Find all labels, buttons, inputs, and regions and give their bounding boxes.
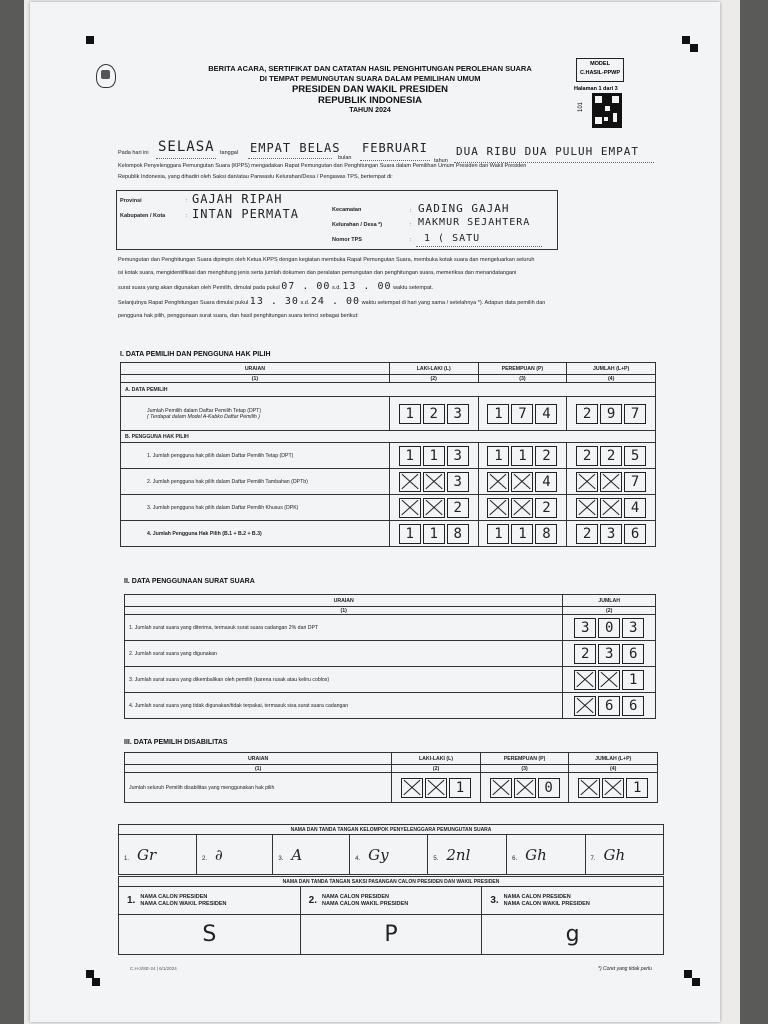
dpt-j-cell bbox=[567, 397, 656, 431]
b-row-cell bbox=[478, 495, 567, 521]
digit-box: 1 bbox=[423, 524, 445, 544]
digit-boxes bbox=[571, 524, 651, 544]
year-label: tahun bbox=[434, 158, 448, 164]
counting-end-time: 24 . 00 bbox=[310, 296, 361, 307]
kabupaten-value: INTAN PERMATA bbox=[192, 207, 299, 221]
b-row-cell bbox=[478, 443, 567, 469]
col-jumlah-2: JUMLAH bbox=[563, 595, 656, 607]
digit-box: 0 bbox=[538, 778, 560, 798]
digit-box bbox=[600, 472, 622, 492]
col-num-2-1: (1) bbox=[125, 607, 563, 615]
digit-box: 1 bbox=[487, 446, 509, 466]
b-row-cell bbox=[567, 443, 656, 469]
digit-box: 6 bbox=[624, 524, 646, 544]
tps-value: 1 ( SATU bbox=[424, 233, 481, 244]
kpps-signature: Gy bbox=[368, 845, 389, 864]
witness-signature-title: NAMA DAN TANDA TANGAN SAKSI PASANGAN CALON PRESIDEN DAN WAKIL PRESIDEN bbox=[119, 877, 664, 887]
digit-box: 1 bbox=[626, 778, 648, 798]
digit-box: 7 bbox=[624, 472, 646, 492]
kpps-signature: Gh bbox=[603, 845, 626, 864]
digit-box: 3 bbox=[447, 446, 469, 466]
kabupaten-label: Kabupaten / Kota bbox=[120, 213, 166, 219]
digit-boxes bbox=[573, 778, 653, 798]
body-line-3-text: surat suara yang akan digunakan oleh Pemilih, dimulai pada pukul bbox=[118, 285, 280, 291]
digit-box: 1 bbox=[399, 404, 421, 424]
voter-data-table bbox=[120, 362, 656, 547]
digit-box: 2 bbox=[535, 498, 557, 518]
witness-signature: S bbox=[119, 915, 301, 955]
digit-box: 2 bbox=[447, 498, 469, 518]
table-row bbox=[125, 641, 656, 667]
digit-box bbox=[578, 778, 600, 798]
witness-signature: g bbox=[482, 915, 664, 955]
kpps-signature-cell bbox=[428, 835, 507, 875]
digit-box: 3 bbox=[598, 644, 620, 664]
col-num-3-2: (2) bbox=[392, 765, 481, 773]
body-line-4 bbox=[118, 295, 663, 310]
ballot-row-cell bbox=[563, 693, 656, 719]
col-num-4: (4) bbox=[567, 375, 656, 383]
table-row bbox=[121, 443, 656, 469]
registration-mark-bottom-left-2 bbox=[92, 978, 100, 986]
body-paragraph bbox=[118, 254, 663, 323]
candidate-vice-label: NAMA CALON WAKIL PRESIDEN bbox=[503, 900, 590, 907]
digit-box bbox=[576, 498, 598, 518]
b-row-label: 4. Jumlah Pengguna Hak Pilih (B.1 + B.2 + B.3) bbox=[121, 521, 390, 547]
table-row bbox=[121, 495, 656, 521]
digit-boxes bbox=[571, 472, 651, 492]
kpps-signature-cell bbox=[507, 835, 585, 875]
counting-start-time: 13 . 30 bbox=[249, 296, 299, 307]
model-badge bbox=[576, 58, 624, 82]
qr-code-icon bbox=[592, 93, 622, 128]
table-row bbox=[125, 773, 658, 803]
kpu-logo-icon bbox=[96, 64, 116, 88]
digit-box: 1 bbox=[487, 524, 509, 544]
digit-box: 4 bbox=[624, 498, 646, 518]
candidate-header-cell bbox=[482, 887, 664, 915]
b-row-cell bbox=[389, 443, 478, 469]
col-num-3-3: (3) bbox=[480, 765, 569, 773]
kpps-signature-cell bbox=[585, 835, 663, 875]
digit-boxes bbox=[571, 404, 651, 424]
digit-box: 3 bbox=[600, 524, 622, 544]
col-laki-laki: LAKI-LAKI (L) bbox=[389, 363, 478, 375]
date-label: tanggal bbox=[220, 150, 239, 156]
table-row bbox=[121, 521, 656, 547]
digit-box: 1 bbox=[487, 404, 509, 424]
day-label: Pada hari ini bbox=[118, 150, 149, 156]
digit-box: 0 bbox=[598, 618, 620, 638]
disability-l-cell bbox=[392, 773, 481, 803]
candidate-number: 2. bbox=[308, 895, 317, 906]
digit-box: 4 bbox=[535, 404, 557, 424]
col-num-3: (3) bbox=[478, 375, 567, 383]
digit-boxes bbox=[567, 670, 651, 690]
body-line-3-end: waktu setempat. bbox=[393, 285, 434, 291]
digit-box: 4 bbox=[535, 472, 557, 492]
col-jumlah-3: JUMLAH (L+P) bbox=[569, 753, 658, 765]
digit-box bbox=[423, 498, 445, 518]
kpps-signature-cell bbox=[350, 835, 428, 875]
table-row bbox=[125, 693, 656, 719]
digit-box: 6 bbox=[622, 644, 644, 664]
body-line-4-text: Selanjutnya Rapat Penghitungan Suara dimulai pukul bbox=[118, 300, 249, 306]
kpps-signature-cell bbox=[273, 835, 350, 875]
registration-mark-top-left bbox=[86, 36, 94, 44]
kecamatan-label: Kecamatan bbox=[332, 207, 362, 213]
ballot-row-cell bbox=[563, 641, 656, 667]
digit-box: 7 bbox=[511, 404, 533, 424]
date-value: EMPAT BELAS bbox=[250, 141, 341, 155]
model-label: MODEL bbox=[590, 61, 610, 67]
digit-box: 2 bbox=[574, 644, 596, 664]
b-row-label: 2. Jumlah pengguna hak pilih dalam Daftar Pemilih Tambahan (DPTb) bbox=[121, 469, 390, 495]
digit-box: 2 bbox=[600, 446, 622, 466]
body-line-3-sd: s.d. bbox=[331, 285, 341, 291]
digit-boxes bbox=[567, 644, 651, 664]
kpps-signature: ∂ bbox=[215, 845, 223, 864]
kpps-number: 5. bbox=[433, 855, 439, 862]
digit-box: 3 bbox=[447, 472, 469, 492]
digit-box: 5 bbox=[624, 446, 646, 466]
digit-box: 1 bbox=[423, 446, 445, 466]
dpt-l-cell bbox=[389, 397, 478, 431]
digit-box: 2 bbox=[576, 446, 598, 466]
digit-box: 9 bbox=[600, 404, 622, 424]
kpps-signature: 2nl bbox=[446, 845, 471, 864]
table-row bbox=[121, 469, 656, 495]
kpps-signature-cell bbox=[197, 835, 273, 875]
digit-box bbox=[425, 778, 447, 798]
kabupaten-colon: : bbox=[186, 213, 188, 219]
col-uraian-2: URAIAN bbox=[125, 595, 563, 607]
voting-start-time: 07 . 00 bbox=[281, 281, 331, 292]
dpt-row-label bbox=[121, 397, 390, 431]
candidate-number: 1. bbox=[127, 895, 136, 906]
section-1-title: I. DATA PEMILIH DAN PENGGUNA HAK PILIH bbox=[120, 351, 271, 358]
col-num-2: (2) bbox=[389, 375, 478, 383]
registration-mark-top-right-2 bbox=[690, 44, 698, 52]
digit-boxes bbox=[394, 472, 474, 492]
kecamatan-colon: : bbox=[410, 208, 412, 214]
kpps-signature: Gr bbox=[137, 845, 157, 864]
candidate-vice-label: NAMA CALON WAKIL PRESIDEN bbox=[322, 900, 409, 907]
b-row-cell bbox=[567, 469, 656, 495]
body-line-4-sd: s.d. bbox=[300, 300, 310, 306]
kecamatan-value: GADING GAJAH bbox=[418, 202, 510, 215]
kelurahan-colon: : bbox=[410, 222, 412, 228]
disability-p-cell bbox=[480, 773, 569, 803]
digit-box bbox=[511, 498, 533, 518]
day-value: SELASA bbox=[158, 139, 215, 155]
b-row-cell bbox=[389, 469, 478, 495]
ballot-row-label: 1. Jumlah surat suara yang diterima, termasuk surat suara cadangan 2% dari DPT bbox=[125, 615, 563, 641]
b-row-cell bbox=[389, 521, 478, 547]
digit-box bbox=[399, 498, 421, 518]
dpt-note: ( Terdapat dalam Model A-Kabko Daftar Pemilih ) bbox=[147, 413, 260, 420]
table-row bbox=[125, 615, 656, 641]
digit-box: 2 bbox=[535, 446, 557, 466]
digit-boxes bbox=[394, 524, 474, 544]
intro-text-1: Kelompok Penyelenggara Pemungutan Suara (KPPS) mengadakan Rapat Pemungutan dan Penghitungan Suara dalam Pemilihan Umum Presiden dan Wakil Presiden bbox=[118, 163, 527, 169]
b-row-cell bbox=[567, 521, 656, 547]
digit-box: 3 bbox=[447, 404, 469, 424]
digit-box bbox=[602, 778, 624, 798]
body-line-1: Pemungutan dan Penghitungan Suara dipimpin oleh Ketua KPPS dengan kegiatan membuka Rapat Pemungutan Suara, membuka kotak suara dan mengeluarkan seluruh bbox=[118, 257, 535, 263]
tps-label: Nomor TPS bbox=[332, 237, 362, 243]
title-line-5: TAHUN 2024 bbox=[349, 107, 391, 114]
digit-box: 1 bbox=[511, 446, 533, 466]
qr-code-label: 101 bbox=[578, 101, 585, 113]
digit-box: 1 bbox=[449, 778, 471, 798]
digit-box bbox=[598, 670, 620, 690]
kpps-signature-table bbox=[118, 824, 664, 875]
b-row-label: 1. Jumlah pengguna hak pilih dalam Daftar Pemilih Tetap (DPT) bbox=[121, 443, 390, 469]
candidate-president-label: NAMA CALON PRESIDEN bbox=[503, 893, 571, 900]
col-perempuan-3: PEREMPUAN (P) bbox=[480, 753, 569, 765]
digit-boxes bbox=[394, 446, 474, 466]
kpps-signature: Gh bbox=[525, 845, 547, 864]
digit-box: 1 bbox=[622, 670, 644, 690]
ballot-row-label: 2. Jumlah surat suara yang digunakan bbox=[125, 641, 563, 667]
digit-boxes bbox=[483, 498, 563, 518]
digit-boxes bbox=[396, 778, 476, 798]
disability-table bbox=[124, 752, 658, 803]
digit-boxes bbox=[483, 446, 563, 466]
digit-box bbox=[574, 670, 596, 690]
candidate-number: 3. bbox=[490, 895, 499, 906]
digit-box bbox=[574, 696, 596, 716]
ballot-row-cell bbox=[563, 667, 656, 693]
b-row-cell bbox=[389, 495, 478, 521]
col-perempuan: PEREMPUAN (P) bbox=[478, 363, 567, 375]
col-num-3-1: (1) bbox=[125, 765, 392, 773]
digit-boxes bbox=[485, 778, 565, 798]
section-3-title: III. DATA PEMILIH DISABILITAS bbox=[124, 739, 228, 746]
digit-box bbox=[399, 472, 421, 492]
digit-boxes bbox=[483, 472, 563, 492]
intro-text-2: Republik Indonesia, yang dihadiri oleh Saksi dan/atau Panwaslu Kelurahan/Desa / Pengawas TPS, bertempat di: bbox=[118, 174, 393, 180]
disability-j-cell bbox=[569, 773, 658, 803]
provinsi-colon: : bbox=[186, 198, 188, 204]
digit-box bbox=[511, 472, 533, 492]
digit-box: 1 bbox=[511, 524, 533, 544]
title-line-4: REPUBLIK INDONESIA bbox=[318, 95, 422, 106]
digit-box: 1 bbox=[399, 524, 421, 544]
registration-mark-bottom-right bbox=[684, 970, 692, 978]
registration-mark-bottom-left bbox=[86, 970, 94, 978]
year-value: DUA RIBU DUA PULUH EMPAT bbox=[456, 145, 639, 158]
digit-boxes bbox=[567, 696, 651, 716]
col-jumlah: JUMLAH (L+P) bbox=[567, 363, 656, 375]
kpps-number: 4. bbox=[355, 855, 361, 862]
page-number: Halaman 1 dari 3 bbox=[574, 86, 618, 92]
body-line-4-end: waktu setempat di hari yang sama / setelahnya *). Adapun data pemilih dan bbox=[361, 300, 546, 306]
digit-box: 2 bbox=[576, 404, 598, 424]
digit-box: 3 bbox=[574, 618, 596, 638]
digit-box: 6 bbox=[622, 696, 644, 716]
digit-box: 1 bbox=[399, 446, 421, 466]
col-num-3-4: (4) bbox=[569, 765, 658, 773]
dpt-label: Jumlah Pemilih dalam Daftar Pemilih Tetap (DPT) bbox=[147, 407, 262, 414]
digit-boxes bbox=[394, 498, 474, 518]
body-line-5: pengguna hak pilih, penggunaan surat suara, dan hasil penghitungan suara terinci sebagai berikut: bbox=[118, 313, 359, 319]
digit-boxes bbox=[483, 524, 563, 544]
candidate-header-cell bbox=[300, 887, 482, 915]
kelurahan-value: MAKMUR SEJAHTERA bbox=[418, 217, 531, 228]
digit-box bbox=[576, 472, 598, 492]
table-row bbox=[125, 667, 656, 693]
title-line-3: PRESIDEN DAN WAKIL PRESIDEN bbox=[291, 84, 449, 95]
candidate-president-label: NAMA CALON PRESIDEN bbox=[140, 893, 208, 900]
provinsi-value: GAJAH RIPAH bbox=[192, 192, 283, 206]
col-laki-laki-3: LAKI-LAKI (L) bbox=[392, 753, 481, 765]
candidate-president-label: NAMA CALON PRESIDEN bbox=[322, 893, 390, 900]
model-code: C.HASIL-PPWP bbox=[579, 70, 621, 76]
kpps-number: 6. bbox=[512, 855, 518, 862]
ballot-row-cell bbox=[563, 615, 656, 641]
dpt-p-cell bbox=[478, 397, 567, 431]
kpps-signature-cell bbox=[119, 835, 197, 875]
digit-box bbox=[514, 778, 536, 798]
col-num-1: (1) bbox=[121, 375, 390, 383]
digit-box bbox=[490, 778, 512, 798]
digit-box: 8 bbox=[447, 524, 469, 544]
footer-code: C.H-3/SE-24 | 6/1/2024 bbox=[130, 966, 177, 971]
voting-end-time: 13 . 00 bbox=[342, 281, 392, 292]
b-row-label: 3. Jumlah pengguna hak pilih dalam Daftar Pemilih Khusus (DPK) bbox=[121, 495, 390, 521]
digit-box: 2 bbox=[576, 524, 598, 544]
kpps-number: 7. bbox=[590, 855, 596, 862]
section-a-title: A. DATA PEMILIH bbox=[121, 383, 656, 397]
digit-boxes bbox=[394, 404, 474, 424]
kpps-number: 3. bbox=[278, 855, 284, 862]
tps-colon: : bbox=[410, 237, 412, 243]
disability-row-label: Jumlah seluruh Pemilih disabilitas yang menggunakan hak pilih bbox=[125, 773, 392, 803]
provinsi-label: Provinsi bbox=[120, 198, 142, 204]
b-row-cell bbox=[567, 495, 656, 521]
digit-box bbox=[600, 498, 622, 518]
registration-mark-bottom-right-2 bbox=[692, 978, 700, 986]
digit-boxes bbox=[571, 446, 651, 466]
ballot-row-label: 3. Jumlah surat suara yang dikembalikan oleh pemilih (karena rusak atau keliru coblos) bbox=[125, 667, 563, 693]
digit-box bbox=[487, 472, 509, 492]
body-line-3 bbox=[118, 280, 663, 295]
ballot-usage-table bbox=[124, 594, 656, 719]
digit-box: 2 bbox=[423, 404, 445, 424]
section-2-title: II. DATA PENGGUNAAN SURAT SUARA bbox=[124, 578, 255, 585]
col-uraian-3: URAIAN bbox=[125, 753, 392, 765]
witness-signature: P bbox=[300, 915, 482, 955]
digit-box bbox=[487, 498, 509, 518]
footer-note: *) Coret yang tidak perlu bbox=[598, 966, 652, 972]
document-title bbox=[160, 64, 580, 116]
ballot-row-label: 4. Jumlah surat suara yang tidak digunakan/tidak terpakai, termasuk sisa surat suara cadangan bbox=[125, 693, 563, 719]
kpps-signature-title: NAMA DAN TANDA TANGAN KELOMPOK PENYELENGGARA PEMUNGUTAN SUARA bbox=[119, 825, 664, 835]
body-line-2: isi kotak suara, mengidentifikasi dan menghitung jenis serta jumlah dokumen dan peralatan pemungutan dan penghitungan suara, memeriksa dan menandatangani bbox=[118, 270, 517, 276]
b-row-cell bbox=[478, 521, 567, 547]
kpps-signature: A bbox=[291, 845, 303, 864]
kpps-number: 2. bbox=[202, 855, 208, 862]
month-value: FEBRUARI bbox=[362, 141, 428, 155]
digit-box bbox=[401, 778, 423, 798]
col-num-2-2: (2) bbox=[563, 607, 656, 615]
month-label: bulan bbox=[338, 155, 352, 161]
table-row bbox=[121, 397, 656, 431]
digit-box: 3 bbox=[622, 618, 644, 638]
digit-box bbox=[423, 472, 445, 492]
col-uraian: URAIAN bbox=[121, 363, 390, 375]
digit-box: 7 bbox=[624, 404, 646, 424]
digit-boxes bbox=[571, 498, 651, 518]
digit-box: 6 bbox=[598, 696, 620, 716]
b-row-cell bbox=[478, 469, 567, 495]
witness-signature-table bbox=[118, 876, 664, 955]
candidate-vice-label: NAMA CALON WAKIL PRESIDEN bbox=[140, 900, 227, 907]
candidate-header-cell bbox=[119, 887, 301, 915]
digit-boxes bbox=[567, 618, 651, 638]
title-line-1: BERITA ACARA, SERTIFIKAT DAN CATATAN HASIL PENGHITUNGAN PEROLEHAN SUARA bbox=[208, 64, 532, 73]
digit-box: 8 bbox=[535, 524, 557, 544]
kelurahan-label: Kelurahan / Desa *) bbox=[332, 222, 383, 228]
digit-boxes bbox=[483, 404, 563, 424]
section-b-title: B. PENGGUNA HAK PILIH bbox=[121, 431, 656, 443]
title-line-2: DI TEMPAT PEMUNGUTAN SUARA DALAM PEMILIHAN UMUM bbox=[259, 74, 481, 83]
registration-mark-top-right bbox=[682, 36, 690, 44]
kpps-number: 1. bbox=[124, 855, 130, 862]
